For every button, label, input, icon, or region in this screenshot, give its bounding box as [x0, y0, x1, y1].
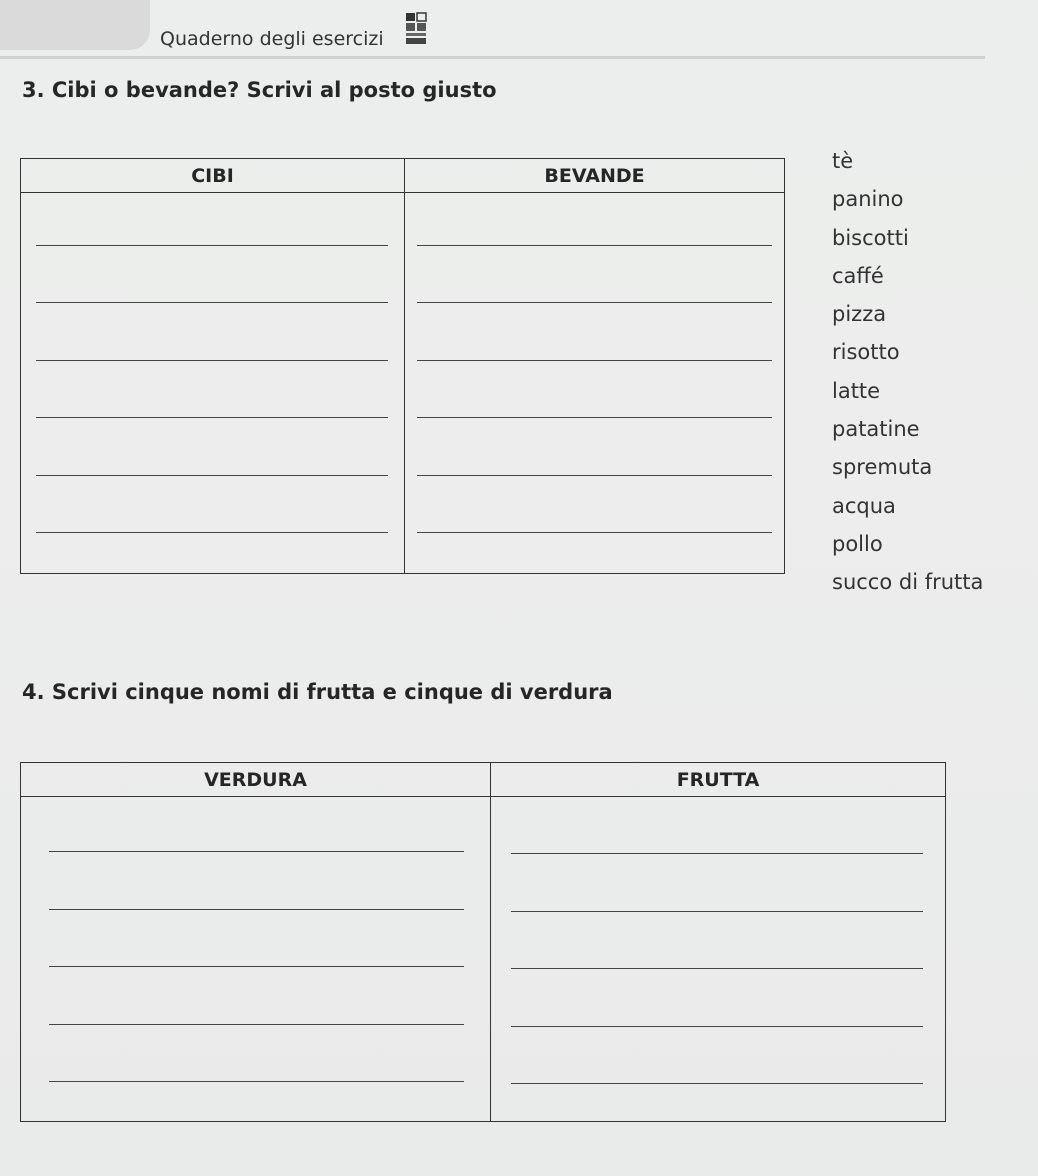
word-bank-item: pizza — [832, 302, 887, 327]
exercise-4-title: 4. Scrivi cinque nomi di frutta e cinque di verdura — [22, 680, 613, 704]
column-bevande — [404, 159, 784, 573]
column-header-verdura: VERDURA — [21, 763, 490, 797]
answer-line-frutta[interactable] — [511, 1083, 923, 1084]
answer-line-verdura[interactable] — [49, 1024, 464, 1025]
column-header-bevande: BEVANDE — [405, 159, 784, 193]
answer-line-cibi[interactable] — [36, 360, 388, 361]
answer-line-frutta[interactable] — [511, 968, 923, 969]
word-bank-item: panino — [832, 187, 904, 212]
answer-line-bevande[interactable] — [417, 532, 772, 533]
word-bank-item: tè — [832, 149, 854, 173]
word-bank-item: latte — [832, 378, 881, 403]
answer-line-verdura[interactable] — [49, 851, 464, 852]
answer-line-verdura[interactable] — [49, 909, 464, 910]
answer-line-bevande[interactable] — [417, 245, 772, 246]
answer-line-cibi[interactable] — [36, 532, 388, 533]
answer-line-frutta[interactable] — [511, 911, 923, 912]
word-bank-item: patatine — [832, 417, 920, 442]
exercise-3-title: 3. Cibi o bevande? Scrivi al posto giusto — [22, 78, 497, 102]
word-bank-item: succo di frutta — [832, 570, 984, 595]
word-bank-item: risotto — [832, 340, 900, 365]
answer-line-verdura[interactable] — [49, 966, 464, 967]
answer-line-cibi[interactable] — [36, 302, 388, 303]
exercise-4-table — [20, 762, 946, 1122]
answer-line-bevande[interactable] — [417, 475, 772, 476]
header-title: Quaderno degli esercizi — [160, 28, 384, 50]
column-header-frutta: FRUTTA — [491, 763, 945, 797]
answer-line-cibi[interactable] — [36, 475, 388, 476]
column-verdura — [21, 763, 490, 1121]
answer-line-bevande[interactable] — [417, 302, 772, 303]
word-bank-item: biscotti — [832, 225, 909, 250]
answer-line-bevande[interactable] — [417, 417, 772, 418]
answer-line-verdura[interactable] — [49, 1081, 464, 1082]
exercise-3-table — [20, 158, 785, 574]
word-bank-item: pollo — [832, 531, 883, 556]
word-bank-item: acqua — [832, 493, 896, 518]
column-header-cibi: CIBI — [21, 159, 404, 193]
answer-line-cibi[interactable] — [36, 417, 388, 418]
corner-tab — [0, 0, 150, 50]
word-bank — [832, 146, 983, 606]
publisher-logo-icon — [404, 12, 428, 46]
answer-line-bevande[interactable] — [417, 360, 772, 361]
answer-line-cibi[interactable] — [36, 245, 388, 246]
column-frutta — [490, 763, 945, 1121]
answer-line-frutta[interactable] — [511, 1026, 923, 1027]
answer-line-frutta[interactable] — [511, 853, 923, 854]
header-divider — [0, 56, 985, 59]
column-cibi — [21, 159, 404, 573]
word-bank-item: spremuta — [832, 455, 933, 480]
word-bank-item: caffé — [832, 263, 884, 288]
